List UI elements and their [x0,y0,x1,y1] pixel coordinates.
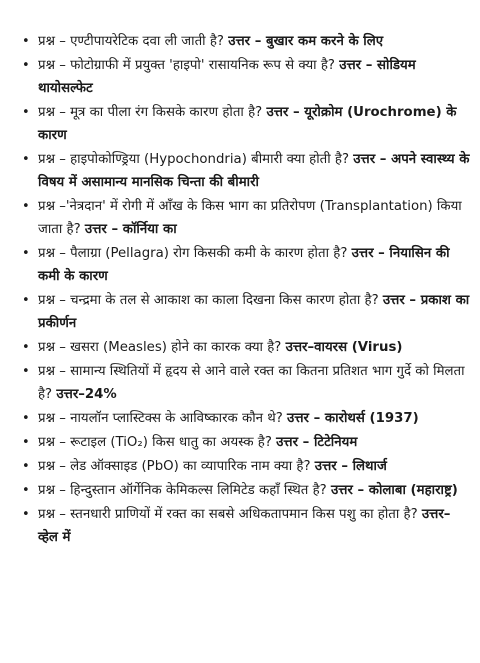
question-text: प्रश्न – मूत्र का पीला रंग किसके कारण होता है? [38,105,263,120]
answer-text: उत्तर – यूरोक्रोम (Urochrome) के कारण [38,105,457,143]
answer-text: उत्तर – कॉर्निया का [84,222,177,237]
answer-text: उत्तर – कारोथर्स (1937) [287,411,419,426]
answer-text: उत्तर – प्रकाश का प्रकीर्णन [38,293,470,331]
qa-item [22,479,470,502]
question-text: प्रश्न – रूटाइल (TiO₂) किस धातु का अयस्क है? [38,435,272,450]
question-text: प्रश्न – नायलॉन प्लास्टिक्स के आविष्कारक कौन थे? [38,411,283,426]
bullet-icon: • [22,364,30,379]
question-text: प्रश्न – लेड ऑक्साइड (PbO) का व्यापारिक नाम क्या है? [38,459,311,474]
answer-text: उत्तर–24% [56,387,117,402]
bullet-icon: • [22,34,30,49]
answer-text: उत्तर – बुखार कम करने के लिए [228,34,384,49]
bullet-icon: • [22,459,30,474]
bullet-icon: • [22,435,30,450]
question-text: प्रश्न – चन्द्रमा के तल से आकाश का काला दिखना किस कारण होता है? [38,293,379,308]
qa-item [22,360,470,406]
bullet-icon: • [22,507,30,522]
qa-item [22,30,470,53]
qa-item [22,242,470,288]
bullet-icon: • [22,199,30,214]
question-text: प्रश्न – स्तनधारी प्राणियों में रक्त का सबसे अधिकतापमान किस पशु का होता है? [38,507,418,522]
qa-item [22,195,470,241]
bullet-icon: • [22,152,30,167]
qa-item [22,54,470,100]
answer-text: उत्तर – सोडियम थायोसल्फेट [38,58,416,96]
qa-item [22,148,470,194]
question-text: प्रश्न – खसरा (Measles) होने का कारक क्या है? [38,340,282,355]
answer-text: उत्तर – कोलाबा (महाराष्ट्र) [330,483,458,498]
question-text: प्रश्न – एण्टीपायरेटिक दवा ली जाती है? [38,34,224,49]
bullet-icon: • [22,340,30,355]
bullet-icon: • [22,483,30,498]
qa-item [22,455,470,478]
answer-text: उत्तर – टिटेनियम [276,435,358,450]
question-text: प्रश्न – पैलाग्रा (Pellagra) रोग किसकी कमी के कारण होता है? [38,246,348,261]
qa-item [22,407,470,430]
bullet-icon: • [22,105,30,120]
question-text: प्रश्न – हिन्दुस्तान ऑर्गेनिक केमिकल्स लिमिटेड कहाँ स्थित है? [38,483,327,498]
qa-item [22,336,470,359]
question-text: प्रश्न – फोटोग्राफी में प्रयुक्त 'हाइपो' रासायनिक रूप से क्या है? [38,58,335,73]
qa-item [22,503,470,549]
bullet-icon: • [22,411,30,426]
answer-text: उत्तर – अपने स्वास्थ्य के विषय में असामान्य मानसिक चिन्ता की बीमारी [38,152,470,190]
question-text: प्रश्न – हाइपोकोण्ड्रिया (Hypochondria) बीमारी क्या होती है? [38,152,350,167]
answer-text: उत्तर–व्हेल में [38,507,451,545]
qa-item [22,289,470,335]
answer-text: उत्तर – लिथार्ज [314,459,387,474]
answer-text: उत्तर – नियासिन की कमी के कारण [38,246,450,284]
qa-item [22,431,470,454]
bullet-icon: • [22,246,30,261]
answer-text: उत्तर–वायरस (Virus) [285,340,403,355]
bullet-icon: • [22,58,30,73]
question-text: प्रश्न – सामान्य स्थितियों में हृदय से आने वाले रक्त का कितना प्रतिशत भाग गुर्दे को मिलता है? [38,364,465,402]
qa-list [22,30,470,549]
qa-item [22,101,470,147]
question-text: प्रश्न –'नेत्रदान' में रोगी में आँख के किस भाग का प्रतिरोपण (Transplantation) किया जाता है? [38,199,462,237]
bullet-icon: • [22,293,30,308]
